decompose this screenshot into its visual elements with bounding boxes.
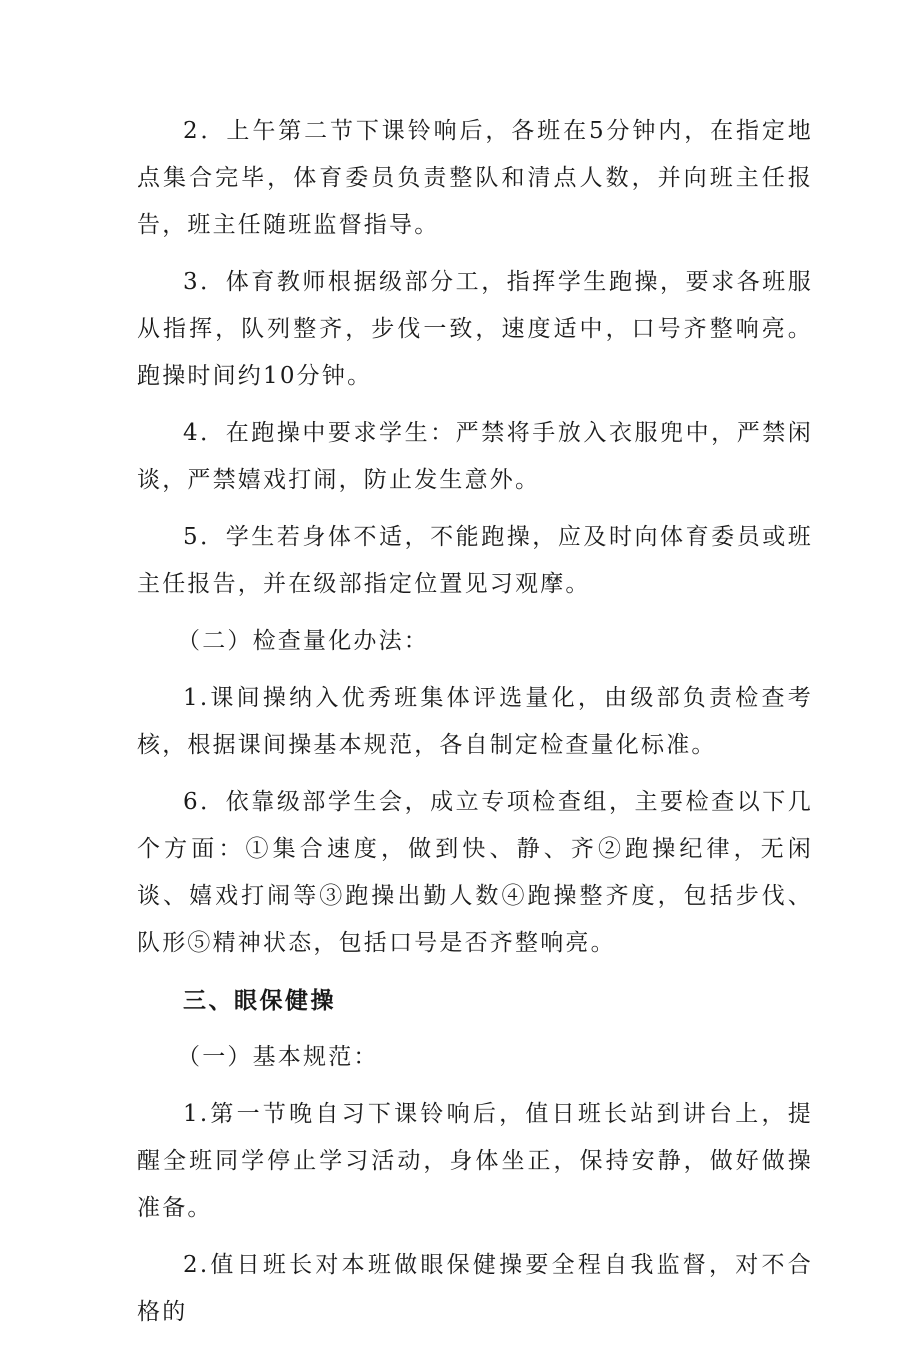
document-page xyxy=(137,108,813,1346)
paragraph-item-3: 3．体育教师根据级部分工，指挥学生跑操，要求各班服从指挥，队列整齐，步伐一致，速度适中，口号齐整响亮。跑操时间约10分钟。 xyxy=(137,269,813,389)
paragraph-inspection-1: 1.课间操纳入优秀班集体评选量化，由级部负责检查考核，根据课间操基本规范，各自制定检查量化标准。 xyxy=(137,685,813,758)
paragraph-item-6: 6．依靠级部学生会，成立专项检查组，主要检查以下几个方面：①集合速度，做到快、静、齐②跑操纪律，无闲谈、嬉戏打闹等③跑操出勤人数④跑操整齐度，包括步伐、队形⑤精神状态，包括口号是否齐整响亮。 xyxy=(137,789,813,956)
subheading-basic-norms: （一）基本规范： xyxy=(177,1044,379,1070)
paragraph-eye-1: 1.第一节晚自习下课铃响后，值日班长站到讲台上，提醒全班同学停止学习活动，身体坐正，保持安静，做好做操准备。 xyxy=(137,1101,813,1221)
paragraph-item-5: 5．学生若身体不适，不能跑操，应及时向体育委员或班主任报告，并在级部指定位置见习观摩。 xyxy=(137,524,813,597)
section-heading-eye-exercise: 三、眼保健操 xyxy=(183,987,336,1014)
paragraph-item-2: 2．上午第二节下课铃响后，各班在5分钟内，在指定地点集合完毕，体育委员负责整队和清点人数，并向班主任报告，班主任随班监督指导。 xyxy=(137,118,813,238)
paragraph-item-4: 4．在跑操中要求学生：严禁将手放入衣服兜中，严禁闲谈，严禁嬉戏打闹，防止发生意外。 xyxy=(137,420,813,493)
subheading-inspection-method: （二）检查量化办法： xyxy=(177,628,429,654)
paragraph-eye-2: 2.值日班长对本班做眼保健操要全程自我监督，对不合格的 xyxy=(137,1252,813,1325)
